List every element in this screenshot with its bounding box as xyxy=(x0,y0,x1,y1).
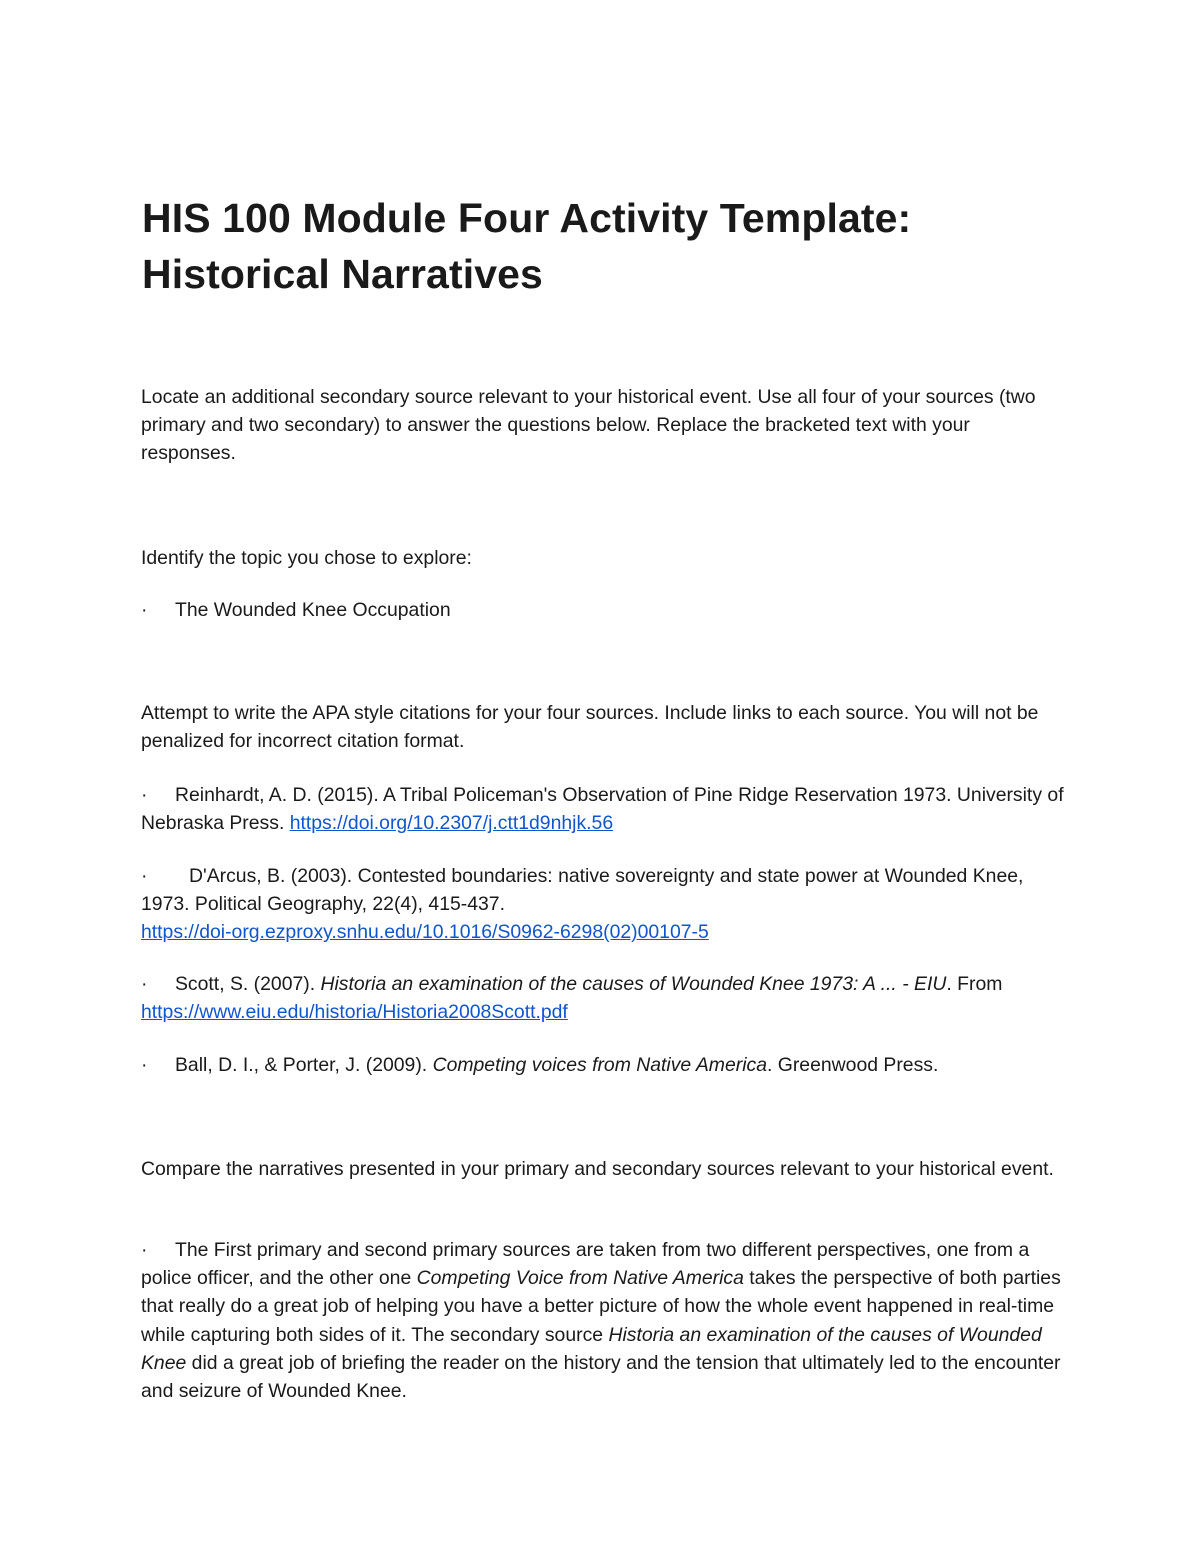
citation-title: Competing voices from Native America xyxy=(432,1054,767,1076)
citation-link[interactable]: https://doi.org/10.2307/j.ctt1d9nhjk.56 xyxy=(289,812,614,835)
compare-answer xyxy=(141,1236,1066,1405)
bullet-icon: · xyxy=(141,1239,148,1261)
citation-text: Scott, S. (2007). xyxy=(175,973,321,995)
citation-link[interactable]: https://doi-org.ezproxy.snhu.edu/10.1016/S0962-6298(02)00107-5 xyxy=(141,921,709,944)
citation-item xyxy=(141,781,1066,837)
topic-prompt: Identify the topic you chose to explore: xyxy=(141,547,472,569)
citations-prompt: Attempt to write the APA style citations for your four sources. Include links to each source. You will not be penalized for incorrect citation format. xyxy=(141,702,1039,753)
bullet-icon: · xyxy=(141,1054,148,1076)
bullet-icon: · xyxy=(141,973,148,995)
citation-text: . From xyxy=(946,973,1003,995)
compare-italic: Historia an examination of the causes of Wounded Knee xyxy=(141,1323,1042,1374)
citation-text: Ball, D. I., & Porter, J. (2009). xyxy=(175,1054,433,1076)
bullet-icon: · xyxy=(141,784,148,806)
compare-prompt: Compare the narratives presented in your primary and secondary sources relevant to your historical event. xyxy=(141,1158,1054,1180)
citation-item xyxy=(141,970,1066,1026)
citation-text: . Greenwood Press. xyxy=(766,1054,939,1076)
citation-item xyxy=(141,1051,1066,1079)
compare-italic: Competing Voice from Native America xyxy=(416,1267,744,1290)
topic-answer xyxy=(141,596,1066,624)
citation-item xyxy=(141,862,1066,947)
bullet-icon: · xyxy=(141,599,148,621)
compare-text: did a great job of briefing the reader on the history and the tension that ultimately led to the encounter and seizure of Wounded Knee. xyxy=(141,1351,1061,1403)
bullet-icon: · xyxy=(141,865,148,887)
citation-link[interactable]: https://www.eiu.edu/historia/Historia2008Scott.pdf xyxy=(141,1001,568,1024)
title-line-1: HIS 100 Module Four Activity Template: xyxy=(142,195,912,241)
document-title xyxy=(142,190,1102,302)
citation-text: D'Arcus, B. (2003). Contested boundaries: native sovereignty and state power at Wounded Knee, 1973. Political Geography, 22(4), 415-437. xyxy=(141,865,1024,916)
citation-title: Historia an examination of the causes of Wounded Knee 1973: A ... - EIU xyxy=(320,973,947,995)
title-line-2: Historical Narratives xyxy=(142,251,543,297)
citation-text: Reinhardt, A. D. (2015). A Tribal Policeman's Observation of Pine Ridge Reservation 1973. University of Nebraska Press. xyxy=(141,784,1064,835)
compare-text: The First primary and second primary sources are taken from two different perspectives, one from a police officer, and the other one xyxy=(141,1239,1030,1290)
compare-text: takes the perspective of both parties that really do a great job of helping you have a better picture of how the whole event happened in real-time while capturing both sides of it. The secondary source xyxy=(141,1267,1061,1346)
topic-answer-text: The Wounded Knee Occupation xyxy=(175,599,451,621)
intro-paragraph: Locate an additional secondary source relevant to your historical event. Use all four of your sources (two primary and two secondary) to answer the questions below. Replace the bracketed text with your responses. xyxy=(141,386,1036,465)
